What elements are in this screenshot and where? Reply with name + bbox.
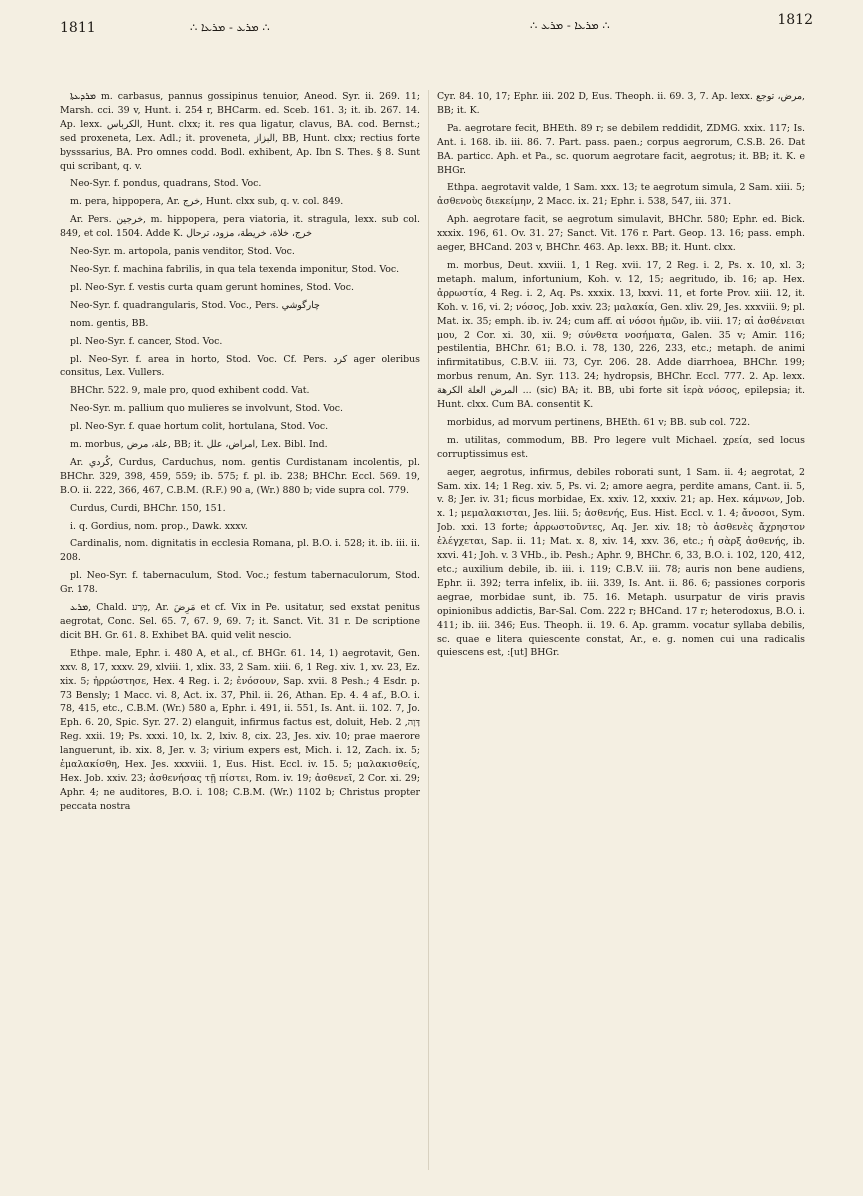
entry: Aph. aegrotare facit, se aegrotum simulavit, BHChr. 580; Ephr. ed. Bick. xxxix. 196, 61. Ov. 31. 27; Sanct. Vit. 176 r. Part. Geop. 13. 16; pass. emph. aeger, BHCand. 203 v, BHChr. 463. Ap. lexx. BB; it. Hunt. clxx. xyxy=(437,214,805,254)
entry: Ethpa. aegrotavit valde, 1 Sam. xxx. 13; te aegrotum simula, 2 Sam. xiii. 5; ἀσθενοὺς διεκείμην, 2 Macc. ix. 21; Ephr. i. 538, 547, iii. 371. xyxy=(437,182,805,208)
left-column xyxy=(60,90,420,1180)
entry: Pa. aegrotare fecit, BHEth. 89 r; se debilem reddidit, ZDMG. xxix. 117; Is. Ant. i. 168. ib. iii. 86. 7. Part. pass. paen.; corpus aegrorum, C.S.B. 26. Dat BA. particc. Aph. et Pa., sc. quorum aegrotare facit, aegrotus; it. BB; it. K. e BHGr. xyxy=(437,122,805,176)
entry: Cyr. 84. 10, 17; Ephr. iii. 202 D, Eus. Theoph. ii. 69. 3, 7. Ap. lexx. مرض، توجع, BB; it. K. xyxy=(437,91,805,116)
entry: Neo-Syr. m. pallium quo mulieres se involvunt, Stod. Voc. xyxy=(70,403,343,415)
entry: Ethpe. male, Ephr. i. 480 A, et al., cf. BHGr. 61. 14, 1) aegrotavit, Gen. xxv. 8, 17, xxxv. 29, xlviii. 1, xlix. 33, 2 Sam. xiii. 6, 1 Reg. xiv. 1, xv. 23, Ez. xix. 5; ἠρρώστησε, Hex. 4 Reg. i. 2; ἐνόσουν, Sap. xvii. 8 Pesh.; 4 Esdr. p. 73 Bensly; 1 Macc. vi. 8, Act. ix. 37, Phil. ii. 26, Athan. Ep. 4. 4 af., B.O. i. 78, 415, etc., C.B.M. (Wr.) 580 a, Ephr. i. 491, ii. 551, Is. Ant. ii. 102. 7, Jo. Eph. 6. 20, Spic. Syr. 27. 2) elanguit, infirmus factus est, doluit, Heb. דָּוָה, 2 Reg. xxii. 19; Ps. xxxi. 10, lx. 2, lxiv. 8, cix. 23, Jes. xiv. 10; prae maerore languerunt, ib. xix. 8, Jer. v. 3; virium expers est, Mich. i. 12, Zach. ix. 5; ἐμαλακίσθη, Hex. Jes. xxxviii. 1, Eus. Hist. Eccl. iv. 15. 5; μαλακισθείς, Hex. Job. xxiv. 23; ἀσθενήσας τῇ πίστει, Rom. iv. 19; ἀσθενεῖ, 2 Cor. xi. 29; Aphr. 4; ne auditores, B.O. i. 108; C.B.M. (Wr.) 1102 b; Christus propter peccata nostra xyxy=(60,647,420,812)
entry: i. q. Gordius, nom. prop., Dawk. xxxv. xyxy=(70,520,248,532)
right-column xyxy=(437,90,805,1180)
entry: ܡܪܥ, Chald. מְרַע, Ar. مَرِضَ et cf. Vix in Pe. usitatur, sed exstat penitus aegrotat, Conc. Sel. 65. 7, 67. 9, 69. 7; it. Sanct. Vit. 31 r. De scriptione dicit BH. Gr. 61. 8. Exhibet BA. quid velit nescio. xyxy=(60,602,420,641)
entry: pl. Neo-Syr. f. tabernaculum, Stod. Voc.; festum tabernaculorum, Stod. Gr. 178. xyxy=(60,570,420,596)
entry: m. pera, hippopera, Ar. خرج, Hunt. clxx sub, q. v. col. 849. xyxy=(70,196,344,208)
entry: Neo-Syr. m. artopola, panis venditor, Stod. Voc. xyxy=(70,246,295,258)
running-head-left: ∴ ܡܪܥ - ܡܪܥܐ ∴ xyxy=(190,20,270,34)
entry: Neo-Syr. f. machina fabrilis, in qua tela texenda imponitur, Stod. Voc. xyxy=(70,263,400,275)
entry: BHChr. 522. 9, male pro, quod exhibent codd. Vat. xyxy=(70,385,310,397)
page-header xyxy=(0,0,863,60)
entry: pl. Neo-Syr. f. cancer, Stod. Voc. xyxy=(70,335,223,347)
entry: pl. Neo-Syr. f. quae hortum colit, hortulana, Stod. Voc. xyxy=(70,421,329,433)
entry: Neo-Syr. f. quadrangularis, Stod. Voc., Pers. چارگوشي xyxy=(70,299,320,311)
entry: nom. gentis, BB. xyxy=(70,317,149,329)
entry: m. morbus, علة، مرض, BB; it. امراض، علل, Lex. Bibl. Ind. xyxy=(70,439,328,451)
entry: Curdus, Curdi, BHChr. 150, 151. xyxy=(70,502,226,514)
entry: m. utilitas, commodum, BB. Pro legere vult Michael. χρεία, sed locus corruptissimus est. xyxy=(437,434,805,460)
entry: morbidus, ad morvum pertinens, BHEth. 61 v; BB. sub col. 722. xyxy=(447,416,751,428)
entry: pl. Neo-Syr. f. vestis curta quam gerunt homines, Stod. Voc. xyxy=(70,281,354,293)
entry: Cardinalis, nom. dignitatis in ecclesia Romana, pl. B.O. i. 528; it. ib. iii. ii. 208. xyxy=(60,538,420,564)
column-divider xyxy=(428,90,429,1170)
entry: pl. Neo-Syr. f. area in horto, Stod. Voc. Cf. Pers. کرد ager oleribus consitus, Lex. Vullers. xyxy=(60,353,420,379)
entry: ܡܪܕܥܬܐ m. carbasus, pannus gossipinus tenuior, Aneod. Syr. ii. 269. 11; Marsh. cci. 39 v, Hunt. i. 254 r, BHCarm. ed. Sceb. 161. 3; it. ib. 267. 14. Ap. lexx. الكرباس, Hunt. clxx; it. res qua ligatur, clavus, BA. cod. Bernst.; sed proxeneta, Lex. Adl.; it. proveneta, البزاز, BB, Hunt. clxx; rectius forte bysssarius, BA. Pro omnes codd. Bodl. exhibent, Ap. Ibn S. Thes. § 8. Sunt qui scribant, q. v. xyxy=(60,91,420,172)
entry: Ar. Pers. خرجين, m. hippopera, pera viatoria, it. stragula, lexx. sub col. 849, et col. 1504. Adde K. خرج، خلاة، خريطة، مزود، ترحال xyxy=(60,214,420,240)
entry: Ar. كُردي, Curdus, Carduchus, nom. gentis Curdistanam incolentis, pl. BHChr. 329, 398, 459, 559; ib. 575; f. pl. ib. 238; BHChr. Eccl. 569. 19, B.O. ii. 222, 366, 467, C.B.M. (R.F.) 90 a, (Wr.) 880 b; vide supra col. 779. xyxy=(60,456,420,496)
page-number-right: 1812 xyxy=(777,12,813,28)
page-number-left: 1811 xyxy=(60,20,96,36)
running-head-right: ∴ ܡܪܥܐ - ܡܪܥ ∴ xyxy=(530,18,610,32)
entry: m. morbus, Deut. xxviii. 1, 1 Reg. xvii. 17, 2 Reg. i. 2, Ps. x. 10, xl. 3; metaph. malum, infortunium, Koh. v. 12, 15; aegritudo, ib. 16; ap. Hex. ἀρρωστία, 4 Reg. i. 2, Aq. Ps. xxxix. 13, lxxvi. 11, et forte Prov. xiii. 12, it. Koh. v. 16, vi. 2; νόσος, Job. xxiv. 23; μαλακία, Gen. xliv. 29, Jes. xxxviii. 9; pl. Mat. ix. 35; emph. ib. iv. 24; cum aff. αἱ νόσοι ἡμῶν, ib. viii. 17; αἱ ἀσθένειαι μου, 2 Cor. xi. 30, xii. 9; σύνθετα νοσήματα, Galen. 35 v; Amir. 116; pestilentia, BHChr. 61; B.O. i. 78, 130, 226, 233, etc.; metaph. de animi infirmitatibus, C.B.V. iii. 73, Cyr. 206. 28. Adde diarrhoea, BHChr. 199; morbus renum, An. Syr. 113. 24; hydropsis, BHChr. Eccl. 777. 2. Ap. lexx. المرض العلة الكرهة ... (sic) BA; it. BB, ubi forte sit ἱερὰ νόσος, epilepsia; it. Hunt. clxx. Cum BA. consentit K. xyxy=(437,259,805,411)
entry: Neo-Syr. f. pondus, quadrans, Stod. Voc. xyxy=(70,178,262,190)
entry: aeger, aegrotus, infirmus, debiles roborati sunt, 1 Sam. ii. 4; aegrotat, 2 Sam. xix. 14; 1 Reg. xiv. 5, Ps. vi. 2; amore aegra, perdite amans, Cant. ii. 5, v. 8; Jer. iv. 31; ficus morbidae, Ex. xxiv. 12, xxxiv. 21; ap. Hex. κάμνων, Job. x. 1; μεμαλακισται, Jes. liii. 5; ἀσθενής, Eus. Hist. Eccl. v. 1. 4; ἄνοσοι, Sym. Job. xxi. 13 forte; ἀρρωστοῦντες, Aq. Jer. xiv. 18; τὸ ἀσθενὲς ἄχρηστον ἐλέγχεται, Sap. ii. 11; Mat. x. 8, xiv. 14, xxv. 36, etc.; ἡ σὰρξ ἀσθενής, ib. xxvi. 41; Joh. v. 3 VHb., ib. Pesh.; Aphr. 9, BHChr. 6, 33, B.O. i. 102, 120, 412, etc.; auxilium debile, ib. iii. i. 119; C.B.V. iii. 78; auris non bene audiens, Ephr. ii. 392; terra infelix, ib. iii. 339, Is. Ant. ii. 86. 6; passiones corporis aegrae, morbidae sunt, ib. 75. 16. Metaph. usurpatur de viris pravis opinionibus addictis, Bar-Sal. Com. 222 r; BHCand. 17 r; heterodoxus, B.O. i. 411; ib. iii. 346; Eus. Theoph. ii. 19. 6. Ap. gramm. vocatur syllaba debilis, sc. quae e litera quiescente constat, Ar., e. g. nomen cui una radicalis quiescens est, :[ut] BHGr. xyxy=(437,466,805,659)
